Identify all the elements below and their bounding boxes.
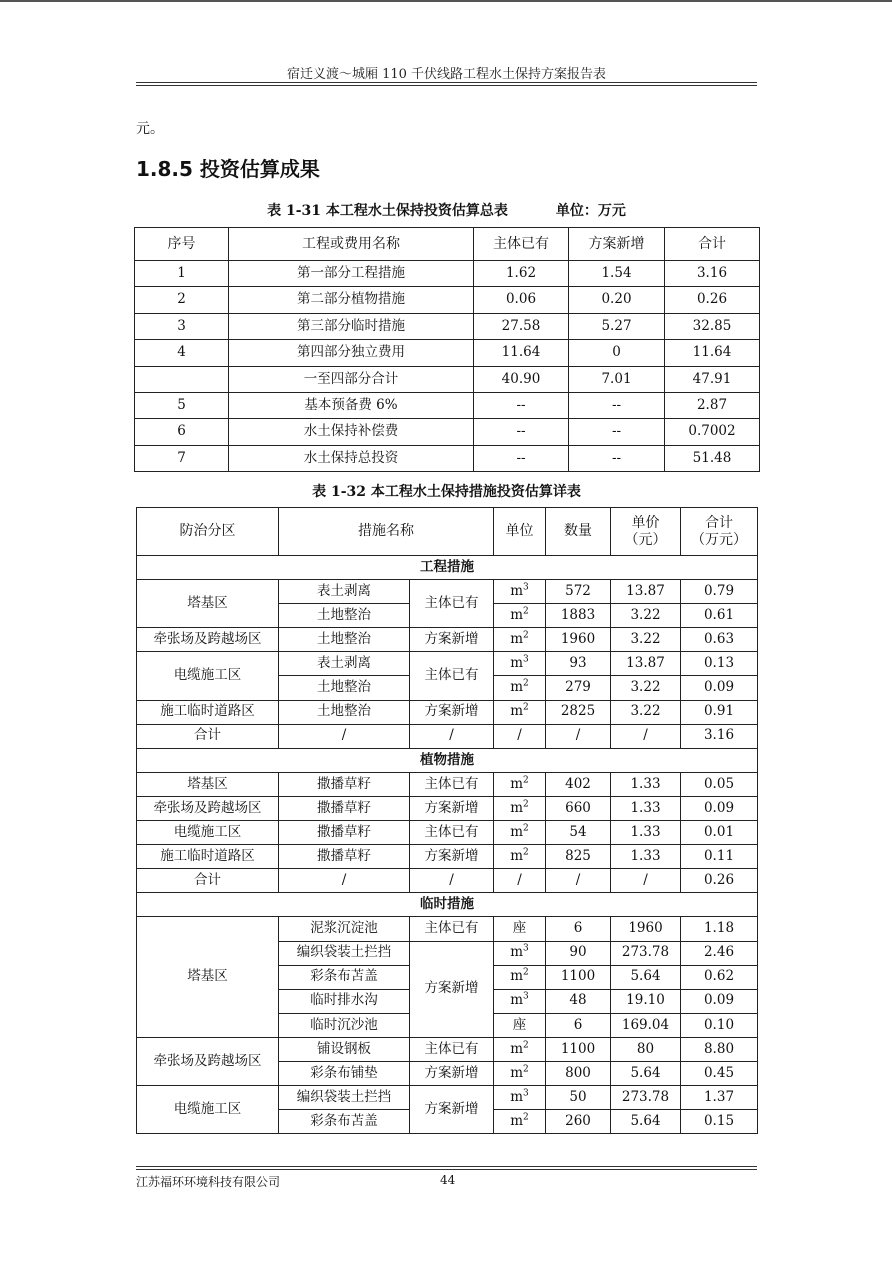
unit-cell xyxy=(494,628,546,652)
unit-exponent: 2 xyxy=(523,823,529,834)
price-cell: 1960 xyxy=(611,917,681,941)
table-row xyxy=(137,772,758,796)
price-cell: 19.10 xyxy=(611,989,681,1013)
table-cell: 水土保持总投资 xyxy=(229,445,474,471)
table-row xyxy=(135,366,760,392)
table-cell: 3 xyxy=(135,313,229,339)
total-cell: 2.46 xyxy=(681,941,758,965)
unit-text: m xyxy=(510,703,524,720)
table-cell: 7 xyxy=(135,445,229,471)
unit-text: m xyxy=(510,823,524,840)
unit-cell xyxy=(494,965,546,989)
table-cell: 7.01 xyxy=(569,366,665,392)
price-cell: 273.78 xyxy=(611,1086,681,1110)
source-cell: 方案新增 xyxy=(410,941,494,1037)
unit-exponent: 2 xyxy=(523,775,529,786)
price-cell: 3.22 xyxy=(611,676,681,700)
zone-cell: 塔基区 xyxy=(137,917,279,1037)
unit-exponent: 2 xyxy=(523,1040,529,1051)
table-cell: 0.26 xyxy=(665,287,760,313)
source-cell: 方案新增 xyxy=(410,1061,494,1085)
measure-cell: 彩条布铺垫 xyxy=(279,1061,410,1085)
table-cell: 基本预备费 6% xyxy=(229,392,474,418)
measure-cell: 撒播草籽 xyxy=(279,796,410,820)
unit-text: m xyxy=(510,1088,524,1105)
source-cell: 主体已有 xyxy=(410,772,494,796)
qty-cell: 800 xyxy=(546,1061,611,1085)
unit-cell xyxy=(494,941,546,965)
total-header-line2: （万元） xyxy=(691,531,747,548)
price-cell: 1.33 xyxy=(611,821,681,845)
table-cell: -- xyxy=(569,392,665,418)
table-cell: -- xyxy=(474,419,569,445)
group-row xyxy=(137,556,758,580)
table-cell: 4 xyxy=(135,340,229,366)
column-header: 序号 xyxy=(135,228,229,261)
qty-cell: 2825 xyxy=(546,700,611,724)
investment-summary-table xyxy=(134,227,760,472)
unit-exponent: 2 xyxy=(523,606,529,617)
measure-cell: 铺设钢板 xyxy=(279,1037,410,1061)
table-cell: 0.06 xyxy=(474,287,569,313)
total-header-line1: 合计 xyxy=(705,515,733,532)
unit-text: m xyxy=(510,679,524,696)
unit-cell xyxy=(494,796,546,820)
column-header: 单位 xyxy=(494,508,546,556)
measure-cell: 表土剥离 xyxy=(279,580,410,604)
unit-exponent: 2 xyxy=(523,1112,529,1123)
source-cell: / xyxy=(410,869,494,893)
unit-cell xyxy=(494,1037,546,1061)
measure-cell: 临时沉沙池 xyxy=(279,1013,410,1037)
table-cell: 0.7002 xyxy=(665,419,760,445)
measure-cell: / xyxy=(279,724,410,748)
total-cell: 0.09 xyxy=(681,989,758,1013)
total-cell: 0.62 xyxy=(681,965,758,989)
unit-text: m xyxy=(510,968,524,985)
table-cell: 5 xyxy=(135,392,229,418)
table-header-row xyxy=(135,228,760,261)
table1-unit: 单位：万元 xyxy=(555,203,626,219)
unit-cell xyxy=(494,821,546,845)
unit-cell xyxy=(494,604,546,628)
measure-cell: 土地整治 xyxy=(279,604,410,628)
table-cell: 11.64 xyxy=(474,340,569,366)
unit-text: m xyxy=(510,1064,524,1081)
group-row xyxy=(137,748,758,772)
group-label: 临时措施 xyxy=(137,893,758,917)
measure-cell: 泥浆沉淀池 xyxy=(279,917,410,941)
qty-cell: 50 xyxy=(546,1086,611,1110)
qty-cell: / xyxy=(546,869,611,893)
qty-cell: 48 xyxy=(546,989,611,1013)
total-cell: 0.61 xyxy=(681,604,758,628)
table-row xyxy=(135,261,760,287)
unit-cell xyxy=(494,917,546,941)
table-row xyxy=(135,313,760,339)
zone-cell: 施工临时道路区 xyxy=(137,700,279,724)
table1-caption xyxy=(136,200,757,220)
measure-cell: 撒播草籽 xyxy=(279,821,410,845)
unit-exponent: 2 xyxy=(523,967,529,978)
unit-cell xyxy=(494,772,546,796)
column-header xyxy=(611,508,681,556)
table-cell: 51.48 xyxy=(665,445,760,471)
group-label: 工程措施 xyxy=(137,556,758,580)
source-cell: / xyxy=(410,724,494,748)
qty-cell: 6 xyxy=(546,1013,611,1037)
unit-exponent: 3 xyxy=(523,991,529,1002)
table-cell: 1.62 xyxy=(474,261,569,287)
price-cell: 80 xyxy=(611,1037,681,1061)
table-cell: 1 xyxy=(135,261,229,287)
unit-text: m xyxy=(510,655,524,672)
zone-cell: 合计 xyxy=(137,869,279,893)
unit-cell xyxy=(494,676,546,700)
page-number: 44 xyxy=(440,1173,456,1187)
table-row xyxy=(135,419,760,445)
table-row xyxy=(135,287,760,313)
unit-text: m xyxy=(510,799,524,816)
price-cell: 3.22 xyxy=(611,628,681,652)
table-cell: 2 xyxy=(135,287,229,313)
column-header: 方案新增 xyxy=(569,228,665,261)
subtotal-row xyxy=(137,724,758,748)
source-cell: 主体已有 xyxy=(410,652,494,700)
unit-text: 座 xyxy=(512,1016,527,1033)
unit-exponent: 3 xyxy=(523,943,529,954)
table-row xyxy=(137,796,758,820)
measure-cell: 撒播草籽 xyxy=(279,845,410,869)
footer-rule xyxy=(136,1169,757,1170)
unit-exponent: 2 xyxy=(523,678,529,689)
price-cell: 3.22 xyxy=(611,700,681,724)
group-label: 植物措施 xyxy=(137,748,758,772)
price-cell: 13.87 xyxy=(611,652,681,676)
column-header: 工程或费用名称 xyxy=(229,228,474,261)
zone-cell: 牵张场及跨越场区 xyxy=(137,796,279,820)
total-cell: 3.16 xyxy=(681,724,758,748)
unit-exponent: 3 xyxy=(523,654,529,665)
column-header: 措施名称 xyxy=(279,508,494,556)
qty-cell: 1960 xyxy=(546,628,611,652)
unit-exponent: 2 xyxy=(523,799,529,810)
unit-cell xyxy=(494,580,546,604)
total-cell: 0.15 xyxy=(681,1110,758,1134)
table-cell: 27.58 xyxy=(474,313,569,339)
price-cell: 1.33 xyxy=(611,796,681,820)
unit-cell xyxy=(494,989,546,1013)
unit-cell xyxy=(494,700,546,724)
measure-cell: 撒播草籽 xyxy=(279,772,410,796)
table-row xyxy=(137,821,758,845)
table-cell: 0 xyxy=(569,340,665,366)
price-cell: / xyxy=(611,724,681,748)
qty-cell: 279 xyxy=(546,676,611,700)
total-cell: 0.91 xyxy=(681,700,758,724)
zone-cell: 电缆施工区 xyxy=(137,652,279,700)
measure-investment-detail-table xyxy=(136,507,758,1134)
source-cell: 方案新增 xyxy=(410,796,494,820)
table-row xyxy=(135,392,760,418)
source-cell: 方案新增 xyxy=(410,628,494,652)
price-cell: 3.22 xyxy=(611,604,681,628)
qty-cell: 825 xyxy=(546,845,611,869)
qty-cell: 1100 xyxy=(546,1037,611,1061)
table-cell: -- xyxy=(569,445,665,471)
table-cell: 第四部分独立费用 xyxy=(229,340,474,366)
zone-cell: 合计 xyxy=(137,724,279,748)
unit-text: m xyxy=(510,1040,524,1057)
zone-cell: 牵张场及跨越场区 xyxy=(137,1037,279,1085)
total-cell: 1.37 xyxy=(681,1086,758,1110)
table-cell xyxy=(135,366,229,392)
price-cell: 5.64 xyxy=(611,1061,681,1085)
price-cell: 1.33 xyxy=(611,772,681,796)
unit-text: m xyxy=(510,606,524,623)
zone-cell: 塔基区 xyxy=(137,580,279,628)
table-row xyxy=(137,652,758,676)
unit-text: 座 xyxy=(512,920,527,937)
price-cell: / xyxy=(611,869,681,893)
table-cell: 40.90 xyxy=(474,366,569,392)
total-cell: 0.45 xyxy=(681,1061,758,1085)
price-header-line1: 单价 xyxy=(631,515,660,532)
column-header xyxy=(681,508,758,556)
unit-exponent: 2 xyxy=(523,1064,529,1075)
footer-company: 江苏福环环境科技有限公司 xyxy=(136,1175,281,1189)
header-rule xyxy=(136,85,757,86)
total-cell: 8.80 xyxy=(681,1037,758,1061)
table-row xyxy=(137,845,758,869)
total-cell: 0.05 xyxy=(681,772,758,796)
qty-cell: 90 xyxy=(546,941,611,965)
price-cell: 169.04 xyxy=(611,1013,681,1037)
total-cell: 1.18 xyxy=(681,917,758,941)
table-cell: 5.27 xyxy=(569,313,665,339)
table-cell: 2.87 xyxy=(665,392,760,418)
total-cell: 0.26 xyxy=(681,869,758,893)
table2-caption: 表 1-32 本工程水土保持措施投资估算详表 xyxy=(312,484,581,500)
price-cell: 5.64 xyxy=(611,1110,681,1134)
table-cell: -- xyxy=(474,392,569,418)
table1-caption-text: 表 1-31 本工程水土保持投资估算总表 xyxy=(267,203,508,219)
table-row xyxy=(135,340,760,366)
zone-cell: 塔基区 xyxy=(137,772,279,796)
source-cell: 方案新增 xyxy=(410,1086,494,1134)
table-row xyxy=(137,917,758,941)
table-cell: -- xyxy=(569,419,665,445)
subtotal-row xyxy=(137,869,758,893)
unit-exponent: 2 xyxy=(523,630,529,641)
table-row xyxy=(137,1086,758,1110)
measure-cell: 土地整治 xyxy=(279,700,410,724)
qty-cell: 1883 xyxy=(546,604,611,628)
qty-cell: 260 xyxy=(546,1110,611,1134)
source-cell: 方案新增 xyxy=(410,700,494,724)
table-cell: 3.16 xyxy=(665,261,760,287)
measure-cell: / xyxy=(279,869,410,893)
measure-cell: 土地整治 xyxy=(279,676,410,700)
table-cell: 第三部分临时措施 xyxy=(229,313,474,339)
unit-cell xyxy=(494,1013,546,1037)
qty-cell: 6 xyxy=(546,917,611,941)
footer-rule xyxy=(136,1166,757,1167)
measure-cell: 彩条布苫盖 xyxy=(279,965,410,989)
unit-exponent: 3 xyxy=(523,1088,529,1099)
total-cell: 0.01 xyxy=(681,821,758,845)
unit-cell xyxy=(494,652,546,676)
table-row xyxy=(137,580,758,604)
table-cell: 6 xyxy=(135,419,229,445)
total-cell: 0.63 xyxy=(681,628,758,652)
qty-cell: 54 xyxy=(546,821,611,845)
source-cell: 主体已有 xyxy=(410,580,494,628)
source-cell: 主体已有 xyxy=(410,821,494,845)
unit-cell: / xyxy=(494,869,546,893)
table-cell: 0.20 xyxy=(569,287,665,313)
unit-exponent: 2 xyxy=(523,847,529,858)
total-cell: 0.09 xyxy=(681,676,758,700)
section-title: 1.8.5 投资估算成果 xyxy=(136,157,320,181)
table-row xyxy=(137,1037,758,1061)
table-cell: 第一部分工程措施 xyxy=(229,261,474,287)
price-cell: 1.33 xyxy=(611,845,681,869)
measure-cell: 编织袋装土拦挡 xyxy=(279,941,410,965)
price-cell: 13.87 xyxy=(611,580,681,604)
measure-cell: 彩条布苫盖 xyxy=(279,1110,410,1134)
table-cell: 水土保持补偿费 xyxy=(229,419,474,445)
table-cell: 11.64 xyxy=(665,340,760,366)
continuation-text: 元。 xyxy=(136,121,164,137)
unit-cell xyxy=(494,845,546,869)
unit-exponent: 3 xyxy=(523,582,529,593)
zone-cell: 牵张场及跨越场区 xyxy=(137,628,279,652)
zone-cell: 电缆施工区 xyxy=(137,1086,279,1134)
qty-cell: 660 xyxy=(546,796,611,820)
column-header: 合计 xyxy=(665,228,760,261)
unit-cell: / xyxy=(494,724,546,748)
price-cell: 273.78 xyxy=(611,941,681,965)
unit-text: m xyxy=(510,631,524,648)
table-header-row xyxy=(137,508,758,556)
top-border xyxy=(0,0,892,2)
table-cell: 第二部分植物措施 xyxy=(229,287,474,313)
table-cell: -- xyxy=(474,445,569,471)
unit-text: m xyxy=(510,847,524,864)
group-row xyxy=(137,893,758,917)
column-header: 防治分区 xyxy=(137,508,279,556)
qty-cell: 402 xyxy=(546,772,611,796)
unit-text: m xyxy=(510,1112,524,1129)
total-cell: 0.11 xyxy=(681,845,758,869)
unit-text: m xyxy=(510,944,524,961)
header-rule xyxy=(136,82,757,83)
page-header: 宿迁义渡～城厢 110 千伏线路工程水土保持方案报告表 xyxy=(286,67,607,82)
measure-cell: 表土剥离 xyxy=(279,652,410,676)
total-cell: 0.79 xyxy=(681,580,758,604)
unit-cell xyxy=(494,1061,546,1085)
price-header-line2: （元） xyxy=(624,531,667,548)
total-cell: 0.13 xyxy=(681,652,758,676)
table-row xyxy=(135,445,760,471)
measure-cell: 临时排水沟 xyxy=(279,989,410,1013)
unit-text: m xyxy=(510,992,524,1009)
measure-cell: 土地整治 xyxy=(279,628,410,652)
total-cell: 0.10 xyxy=(681,1013,758,1037)
zone-cell: 施工临时道路区 xyxy=(137,845,279,869)
qty-cell: 93 xyxy=(546,652,611,676)
unit-cell xyxy=(494,1110,546,1134)
unit-text: m xyxy=(510,582,524,599)
price-cell: 5.64 xyxy=(611,965,681,989)
column-header: 数量 xyxy=(546,508,611,556)
source-cell: 主体已有 xyxy=(410,917,494,941)
table-row xyxy=(137,700,758,724)
unit-exponent: 2 xyxy=(523,702,529,713)
measure-cell: 编织袋装土拦挡 xyxy=(279,1086,410,1110)
unit-text: m xyxy=(510,775,524,792)
unit-cell xyxy=(494,1086,546,1110)
table-cell: 1.54 xyxy=(569,261,665,287)
column-header: 主体已有 xyxy=(474,228,569,261)
zone-cell: 电缆施工区 xyxy=(137,821,279,845)
qty-cell: 572 xyxy=(546,580,611,604)
table-cell: 32.85 xyxy=(665,313,760,339)
table-cell: 47.91 xyxy=(665,366,760,392)
qty-cell: 1100 xyxy=(546,965,611,989)
source-cell: 方案新增 xyxy=(410,845,494,869)
source-cell: 主体已有 xyxy=(410,1037,494,1061)
total-cell: 0.09 xyxy=(681,796,758,820)
table-row xyxy=(137,628,758,652)
qty-cell: / xyxy=(546,724,611,748)
table-cell: 一至四部分合计 xyxy=(229,366,474,392)
